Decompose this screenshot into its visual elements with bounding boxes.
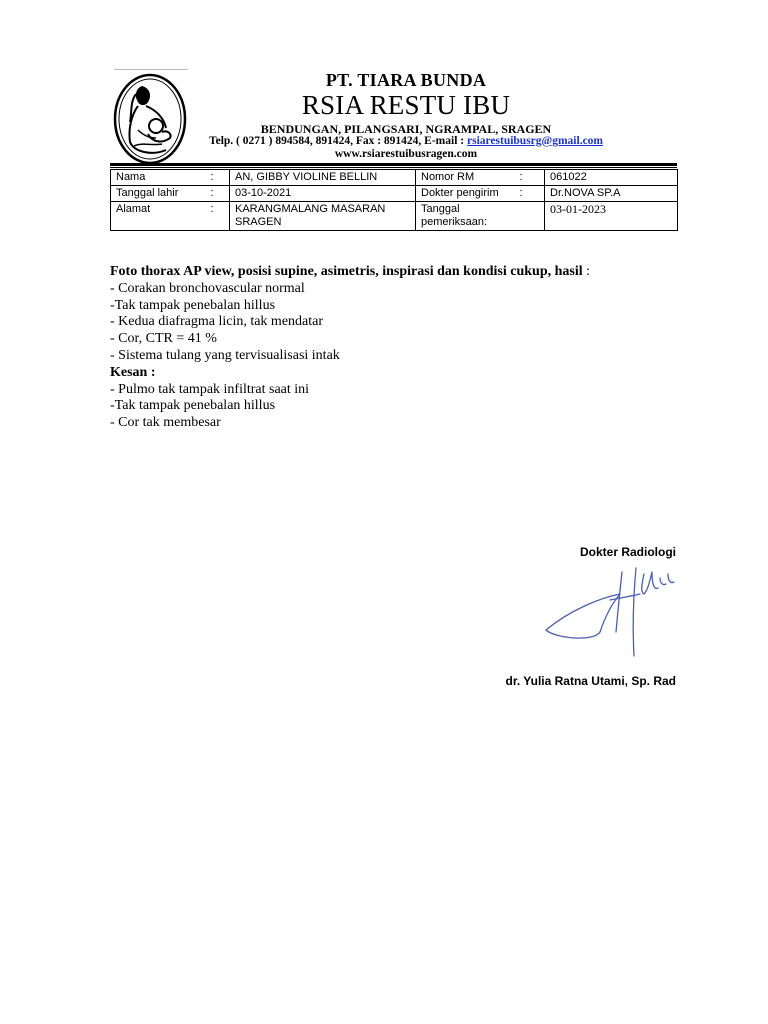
report-body bbox=[110, 264, 690, 432]
table-row bbox=[111, 186, 678, 202]
dob-colon: : bbox=[206, 186, 230, 202]
rm-value: 061022 bbox=[545, 170, 678, 186]
conclusion-item: - Cor tak membesar bbox=[110, 415, 221, 431]
address-line-1: KARANGMALANG MASARAN bbox=[235, 203, 386, 215]
name-label: Nama bbox=[111, 170, 206, 186]
exam-label-line-1: Tanggal bbox=[421, 203, 460, 215]
contact-line bbox=[0, 135, 768, 147]
doctor-label: Dokter pengirim bbox=[416, 186, 515, 202]
dob-value: 03-10-2021 bbox=[230, 186, 416, 202]
exam-date-label bbox=[416, 202, 545, 231]
hospital-name: RSIA RESTU IBU bbox=[301, 90, 511, 120]
finding-item: - Kedua diafragma licin, tak mendatar bbox=[110, 314, 324, 330]
phone-fax-text: Telp. ( 0271 ) 894584, 891424, Fax : 891424, E-mail : bbox=[208, 135, 467, 147]
website-text: www.rsiarestuibusragen.com bbox=[334, 148, 478, 160]
letterhead-divider-thick bbox=[110, 163, 677, 166]
email-link[interactable]: rsiarestuibusrg@gmail.com bbox=[466, 135, 604, 147]
report-intro-colon: : bbox=[582, 264, 591, 279]
conclusion-item: - Pulmo tak tampak infiltrat saat ini bbox=[110, 381, 310, 397]
rm-colon: : bbox=[515, 170, 545, 186]
address-colon: : bbox=[206, 202, 230, 231]
finding-item: - Cor, CTR = 41 % bbox=[110, 331, 217, 347]
conclusion-heading: Kesan : bbox=[110, 364, 156, 380]
signature-name: dr. Yulia Ratna Utami, Sp. Rad bbox=[505, 674, 676, 688]
table-row bbox=[111, 170, 678, 186]
name-colon: : bbox=[206, 170, 230, 186]
exam-label-line-2: pemeriksaan: bbox=[421, 216, 488, 228]
finding-item: - Sistema tulang yang tervisualisasi intak bbox=[110, 347, 340, 363]
patient-info-table bbox=[110, 169, 678, 231]
address-value bbox=[230, 202, 416, 231]
report-intro-text: Foto thorax AP view, posisi supine, asimetris, inspirasi dan kondisi cukup, hasil bbox=[110, 264, 583, 279]
company-name: PT. TIARA BUNDA bbox=[325, 70, 487, 90]
table-row bbox=[111, 202, 678, 231]
name-value: AN, GIBBY VIOLINE BELLIN bbox=[230, 170, 416, 186]
doctor-value: Dr.NOVA SP.A bbox=[545, 186, 678, 202]
exam-date-value: 03-01-2023 bbox=[545, 202, 678, 231]
dob-label: Tanggal lahir bbox=[111, 186, 206, 202]
rm-label: Nomor RM bbox=[416, 170, 515, 186]
address-line-2: SRAGEN bbox=[235, 216, 282, 228]
report-intro bbox=[110, 264, 690, 281]
conclusion-item: -Tak tampak penebalan hillus bbox=[110, 398, 276, 414]
handwritten-signature-icon bbox=[540, 560, 680, 660]
doctor-colon: : bbox=[515, 186, 545, 202]
finding-item: - Corakan bronchovascular normal bbox=[110, 280, 305, 296]
signature-title: Dokter Radiologi bbox=[579, 545, 676, 559]
address-label: Alamat bbox=[111, 202, 206, 231]
hospital-address: BENDUNGAN, PILANGSARI, NGRAMPAL, SRAGEN bbox=[260, 122, 552, 136]
letterhead-divider-thin bbox=[110, 167, 677, 168]
finding-item: -Tak tampak penebalan hillus bbox=[110, 297, 276, 313]
